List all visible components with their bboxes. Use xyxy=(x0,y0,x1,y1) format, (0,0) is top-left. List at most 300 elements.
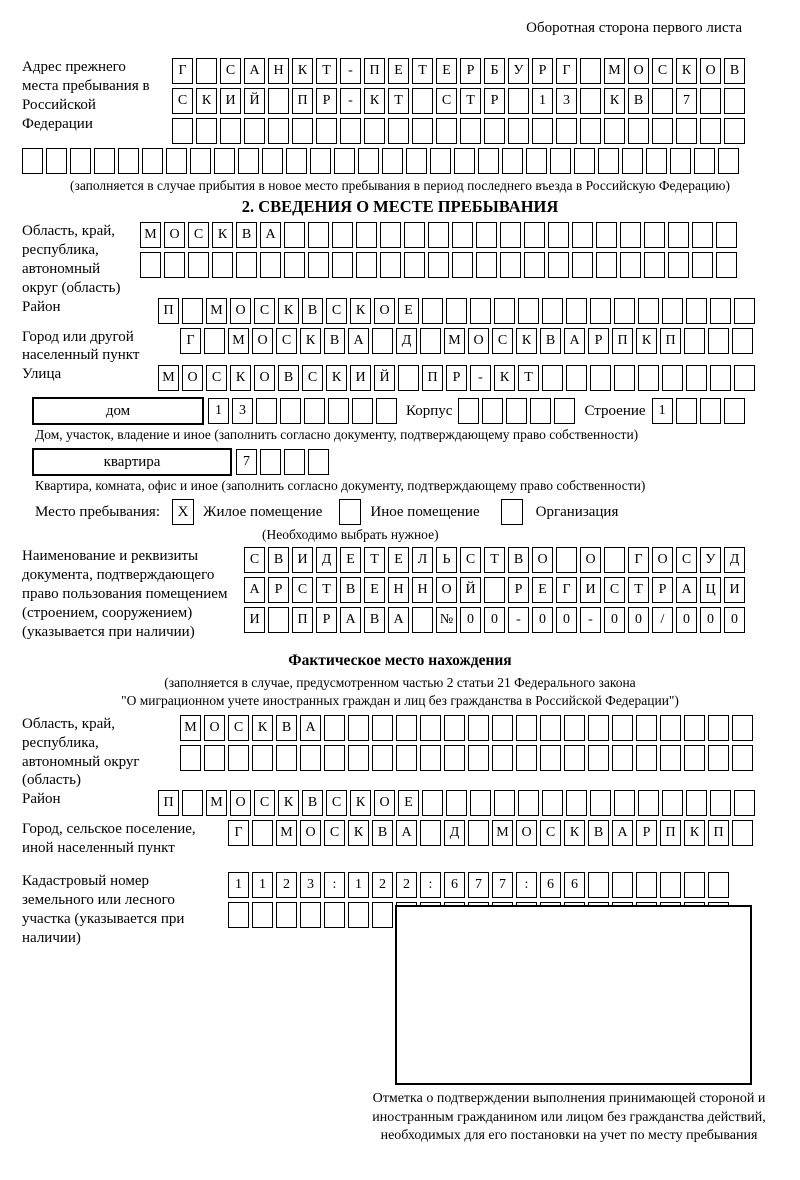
char-cell[interactable] xyxy=(372,328,393,354)
char-cell[interactable] xyxy=(638,790,659,816)
char-cell[interactable]: М xyxy=(228,328,249,354)
char-cell[interactable]: А xyxy=(564,328,585,354)
char-cell[interactable] xyxy=(430,148,451,174)
char-cell[interactable]: : xyxy=(516,872,537,898)
char-cell[interactable]: И xyxy=(292,547,313,573)
char-cell[interactable]: В xyxy=(302,298,323,324)
char-cell[interactable] xyxy=(308,449,329,475)
char-cell[interactable]: 0 xyxy=(460,607,481,633)
char-cell[interactable] xyxy=(372,745,393,771)
char-cell[interactable]: В xyxy=(278,365,299,391)
char-cell[interactable]: О xyxy=(164,222,185,248)
char-cell[interactable] xyxy=(268,118,289,144)
char-cell[interactable]: 0 xyxy=(484,607,505,633)
char-cell[interactable]: - xyxy=(340,88,361,114)
char-cell[interactable] xyxy=(708,328,729,354)
char-cell[interactable] xyxy=(484,118,505,144)
char-cell[interactable]: Г xyxy=(556,58,577,84)
char-cell[interactable] xyxy=(628,118,649,144)
char-cell[interactable] xyxy=(188,252,209,278)
char-cell[interactable]: М xyxy=(444,328,465,354)
char-cell[interactable] xyxy=(612,745,633,771)
char-cell[interactable] xyxy=(530,398,551,424)
char-cell[interactable] xyxy=(446,790,467,816)
char-cell[interactable]: П xyxy=(612,328,633,354)
char-cell[interactable] xyxy=(494,790,515,816)
char-cell[interactable]: Т xyxy=(316,577,337,603)
char-cell[interactable] xyxy=(548,222,569,248)
char-cell[interactable] xyxy=(524,252,545,278)
char-cell[interactable] xyxy=(300,902,321,928)
char-cell[interactable] xyxy=(422,298,443,324)
char-cell[interactable]: - xyxy=(340,58,361,84)
char-cell[interactable]: В xyxy=(340,577,361,603)
char-cell[interactable] xyxy=(518,298,539,324)
char-cell[interactable] xyxy=(182,298,203,324)
char-cell[interactable] xyxy=(502,148,523,174)
char-cell[interactable]: Д xyxy=(444,820,465,846)
char-cell[interactable]: Р xyxy=(508,577,529,603)
char-cell[interactable]: Ь xyxy=(436,547,457,573)
char-cell[interactable] xyxy=(636,745,657,771)
char-cell[interactable]: : xyxy=(324,872,345,898)
char-cell[interactable] xyxy=(708,745,729,771)
char-cell[interactable]: О xyxy=(700,58,721,84)
char-cell[interactable]: О xyxy=(374,298,395,324)
char-cell[interactable] xyxy=(710,790,731,816)
char-cell[interactable]: И xyxy=(724,577,745,603)
char-cell[interactable]: М xyxy=(140,222,161,248)
char-cell[interactable] xyxy=(476,252,497,278)
char-cell[interactable]: А xyxy=(244,577,265,603)
char-cell[interactable] xyxy=(268,88,289,114)
char-cell[interactable] xyxy=(566,790,587,816)
char-cell[interactable]: К xyxy=(348,820,369,846)
char-cell[interactable] xyxy=(580,88,601,114)
char-cell[interactable]: 1 xyxy=(208,398,229,424)
char-cell[interactable]: О xyxy=(580,547,601,573)
char-cell[interactable]: С xyxy=(254,298,275,324)
char-cell[interactable]: : xyxy=(420,872,441,898)
char-cell[interactable] xyxy=(324,715,345,741)
char-cell[interactable] xyxy=(564,715,585,741)
char-cell[interactable] xyxy=(482,398,503,424)
char-cell[interactable] xyxy=(644,222,665,248)
char-cell[interactable] xyxy=(734,298,755,324)
char-cell[interactable]: К xyxy=(230,365,251,391)
char-cell[interactable]: В xyxy=(302,790,323,816)
char-cell[interactable]: А xyxy=(388,607,409,633)
char-cell[interactable] xyxy=(180,745,201,771)
char-cell[interactable]: В xyxy=(268,547,289,573)
char-cell[interactable] xyxy=(372,715,393,741)
char-cell[interactable] xyxy=(588,872,609,898)
char-cell[interactable] xyxy=(228,902,249,928)
char-cell[interactable] xyxy=(494,298,515,324)
char-cell[interactable]: 0 xyxy=(700,607,721,633)
char-cell[interactable]: И xyxy=(580,577,601,603)
char-cell[interactable]: П xyxy=(158,298,179,324)
char-cell[interactable] xyxy=(662,365,683,391)
char-cell[interactable] xyxy=(734,790,755,816)
char-cell[interactable] xyxy=(508,118,529,144)
residence-checkbox-org[interactable] xyxy=(501,499,523,525)
char-cell[interactable] xyxy=(716,252,737,278)
char-cell[interactable] xyxy=(252,820,273,846)
char-cell[interactable]: 1 xyxy=(228,872,249,898)
char-cell[interactable] xyxy=(404,252,425,278)
char-cell[interactable]: С xyxy=(540,820,561,846)
char-cell[interactable]: А xyxy=(244,58,265,84)
char-cell[interactable]: 0 xyxy=(532,607,553,633)
char-cell[interactable] xyxy=(524,222,545,248)
char-cell[interactable] xyxy=(468,745,489,771)
char-cell[interactable]: Н xyxy=(412,577,433,603)
char-cell[interactable]: Р xyxy=(446,365,467,391)
char-cell[interactable]: П xyxy=(292,607,313,633)
char-cell[interactable] xyxy=(412,88,433,114)
char-cell[interactable] xyxy=(196,58,217,84)
char-cell[interactable] xyxy=(396,715,417,741)
char-cell[interactable] xyxy=(732,715,753,741)
char-cell[interactable] xyxy=(506,398,527,424)
char-cell[interactable]: 1 xyxy=(652,398,673,424)
char-cell[interactable] xyxy=(622,148,643,174)
char-cell[interactable] xyxy=(422,790,443,816)
char-cell[interactable]: Г xyxy=(180,328,201,354)
char-cell[interactable] xyxy=(598,148,619,174)
char-cell[interactable]: 7 xyxy=(468,872,489,898)
char-cell[interactable]: О xyxy=(468,328,489,354)
char-cell[interactable]: 3 xyxy=(300,872,321,898)
char-cell[interactable]: С xyxy=(460,547,481,573)
char-cell[interactable]: Т xyxy=(628,577,649,603)
char-cell[interactable]: 7 xyxy=(492,872,513,898)
char-cell[interactable] xyxy=(388,118,409,144)
char-cell[interactable] xyxy=(372,902,393,928)
char-cell[interactable] xyxy=(540,715,561,741)
char-cell[interactable] xyxy=(478,148,499,174)
char-cell[interactable] xyxy=(516,745,537,771)
char-cell[interactable] xyxy=(710,298,731,324)
char-cell[interactable] xyxy=(686,298,707,324)
char-cell[interactable] xyxy=(492,745,513,771)
char-cell[interactable] xyxy=(334,148,355,174)
char-cell[interactable]: О xyxy=(252,328,273,354)
char-cell[interactable] xyxy=(564,745,585,771)
char-cell[interactable]: С xyxy=(604,577,625,603)
char-cell[interactable] xyxy=(612,872,633,898)
char-cell[interactable] xyxy=(284,449,305,475)
char-cell[interactable] xyxy=(700,398,721,424)
char-cell[interactable]: М xyxy=(206,298,227,324)
char-cell[interactable]: Е xyxy=(398,298,419,324)
char-cell[interactable]: М xyxy=(604,58,625,84)
char-cell[interactable] xyxy=(676,398,697,424)
char-cell[interactable] xyxy=(574,148,595,174)
char-cell[interactable] xyxy=(572,252,593,278)
char-cell[interactable]: М xyxy=(492,820,513,846)
char-cell[interactable] xyxy=(406,148,427,174)
char-cell[interactable] xyxy=(470,298,491,324)
char-cell[interactable]: Р xyxy=(636,820,657,846)
char-cell[interactable] xyxy=(620,252,641,278)
char-cell[interactable]: 6 xyxy=(540,872,561,898)
char-cell[interactable]: С xyxy=(676,547,697,573)
char-cell[interactable]: 3 xyxy=(232,398,253,424)
char-cell[interactable]: Л xyxy=(412,547,433,573)
char-cell[interactable] xyxy=(614,365,635,391)
char-cell[interactable]: 3 xyxy=(556,88,577,114)
char-cell[interactable]: Р xyxy=(268,577,289,603)
char-cell[interactable]: С xyxy=(188,222,209,248)
char-cell[interactable] xyxy=(566,365,587,391)
char-cell[interactable]: К xyxy=(292,58,313,84)
char-cell[interactable] xyxy=(304,398,325,424)
char-cell[interactable]: О xyxy=(436,577,457,603)
char-cell[interactable] xyxy=(348,902,369,928)
char-cell[interactable]: Д xyxy=(396,328,417,354)
char-cell[interactable]: Р xyxy=(652,577,673,603)
char-cell[interactable]: П xyxy=(660,820,681,846)
char-cell[interactable]: И xyxy=(244,607,265,633)
char-cell[interactable] xyxy=(614,298,635,324)
char-cell[interactable]: Г xyxy=(556,577,577,603)
char-cell[interactable] xyxy=(638,365,659,391)
char-cell[interactable] xyxy=(332,252,353,278)
char-cell[interactable]: О xyxy=(230,790,251,816)
char-cell[interactable]: С xyxy=(326,298,347,324)
char-cell[interactable]: У xyxy=(508,58,529,84)
char-cell[interactable] xyxy=(22,148,43,174)
char-cell[interactable]: 1 xyxy=(348,872,369,898)
char-cell[interactable] xyxy=(252,745,273,771)
char-cell[interactable] xyxy=(380,222,401,248)
char-cell[interactable] xyxy=(204,328,225,354)
char-cell[interactable] xyxy=(718,148,739,174)
char-cell[interactable]: С xyxy=(436,88,457,114)
char-cell[interactable]: О xyxy=(532,547,553,573)
char-cell[interactable] xyxy=(276,745,297,771)
char-cell[interactable] xyxy=(276,902,297,928)
char-cell[interactable]: С xyxy=(302,365,323,391)
char-cell[interactable] xyxy=(244,118,265,144)
char-cell[interactable]: В xyxy=(724,58,745,84)
char-cell[interactable]: Б xyxy=(484,58,505,84)
char-cell[interactable] xyxy=(548,252,569,278)
char-cell[interactable] xyxy=(356,222,377,248)
char-cell[interactable] xyxy=(724,118,745,144)
char-cell[interactable] xyxy=(256,398,277,424)
char-cell[interactable] xyxy=(708,715,729,741)
char-cell[interactable]: Е xyxy=(532,577,553,603)
char-cell[interactable] xyxy=(596,222,617,248)
char-cell[interactable] xyxy=(454,148,475,174)
char-cell[interactable]: М xyxy=(276,820,297,846)
char-cell[interactable]: Г xyxy=(172,58,193,84)
char-cell[interactable]: Т xyxy=(412,58,433,84)
char-cell[interactable]: Е xyxy=(388,58,409,84)
char-cell[interactable] xyxy=(516,715,537,741)
char-cell[interactable] xyxy=(444,715,465,741)
char-cell[interactable] xyxy=(554,398,575,424)
char-cell[interactable]: Й xyxy=(374,365,395,391)
char-cell[interactable] xyxy=(590,790,611,816)
char-cell[interactable] xyxy=(172,118,193,144)
char-cell[interactable] xyxy=(580,58,601,84)
char-cell[interactable]: В xyxy=(236,222,257,248)
char-cell[interactable]: В xyxy=(588,820,609,846)
char-cell[interactable] xyxy=(182,790,203,816)
char-cell[interactable] xyxy=(436,118,457,144)
char-cell[interactable]: Р xyxy=(532,58,553,84)
char-cell[interactable] xyxy=(238,148,259,174)
char-cell[interactable] xyxy=(166,148,187,174)
char-cell[interactable]: О xyxy=(204,715,225,741)
char-cell[interactable]: - xyxy=(580,607,601,633)
char-cell[interactable] xyxy=(348,745,369,771)
char-cell[interactable] xyxy=(526,148,547,174)
char-cell[interactable]: К xyxy=(326,365,347,391)
char-cell[interactable]: С xyxy=(292,577,313,603)
char-cell[interactable]: Г xyxy=(628,547,649,573)
char-cell[interactable]: Р xyxy=(460,58,481,84)
char-cell[interactable]: 0 xyxy=(628,607,649,633)
char-cell[interactable]: К xyxy=(604,88,625,114)
char-cell[interactable] xyxy=(284,222,305,248)
char-cell[interactable] xyxy=(260,252,281,278)
char-cell[interactable]: П xyxy=(422,365,443,391)
char-cell[interactable] xyxy=(542,298,563,324)
char-cell[interactable]: Е xyxy=(340,547,361,573)
char-cell[interactable] xyxy=(500,252,521,278)
char-cell[interactable] xyxy=(652,118,673,144)
char-cell[interactable]: В xyxy=(324,328,345,354)
char-cell[interactable] xyxy=(142,148,163,174)
char-cell[interactable] xyxy=(572,222,593,248)
char-cell[interactable] xyxy=(364,118,385,144)
char-cell[interactable] xyxy=(470,790,491,816)
char-cell[interactable] xyxy=(260,449,281,475)
char-cell[interactable]: 0 xyxy=(604,607,625,633)
char-cell[interactable] xyxy=(300,745,321,771)
char-cell[interactable] xyxy=(286,148,307,174)
char-cell[interactable] xyxy=(212,252,233,278)
char-cell[interactable]: К xyxy=(252,715,273,741)
char-cell[interactable] xyxy=(140,252,161,278)
char-cell[interactable]: Р xyxy=(484,88,505,114)
char-cell[interactable] xyxy=(686,365,707,391)
char-cell[interactable]: А xyxy=(396,820,417,846)
char-cell[interactable] xyxy=(492,715,513,741)
char-cell[interactable] xyxy=(604,118,625,144)
char-cell[interactable]: Е xyxy=(398,790,419,816)
char-cell[interactable]: С xyxy=(244,547,265,573)
char-cell[interactable] xyxy=(280,398,301,424)
char-cell[interactable] xyxy=(458,398,479,424)
char-cell[interactable] xyxy=(204,745,225,771)
char-cell[interactable] xyxy=(660,872,681,898)
char-cell[interactable] xyxy=(636,872,657,898)
char-cell[interactable] xyxy=(358,148,379,174)
char-cell[interactable]: 6 xyxy=(564,872,585,898)
char-cell[interactable]: М xyxy=(206,790,227,816)
char-cell[interactable]: Р xyxy=(588,328,609,354)
char-cell[interactable] xyxy=(228,745,249,771)
char-cell[interactable] xyxy=(196,118,217,144)
char-cell[interactable]: Й xyxy=(460,577,481,603)
char-cell[interactable] xyxy=(668,222,689,248)
char-cell[interactable] xyxy=(732,328,753,354)
char-cell[interactable] xyxy=(620,222,641,248)
char-cell[interactable] xyxy=(716,222,737,248)
char-cell[interactable] xyxy=(694,148,715,174)
char-cell[interactable] xyxy=(636,715,657,741)
char-cell[interactable] xyxy=(444,745,465,771)
char-cell[interactable]: О xyxy=(182,365,203,391)
char-cell[interactable]: К xyxy=(278,298,299,324)
char-cell[interactable]: К xyxy=(350,790,371,816)
char-cell[interactable]: А xyxy=(300,715,321,741)
char-cell[interactable]: П xyxy=(660,328,681,354)
char-cell[interactable]: К xyxy=(350,298,371,324)
char-cell[interactable]: Т xyxy=(484,547,505,573)
char-cell[interactable] xyxy=(542,790,563,816)
char-cell[interactable]: С xyxy=(172,88,193,114)
char-cell[interactable] xyxy=(596,252,617,278)
char-cell[interactable] xyxy=(284,252,305,278)
char-cell[interactable] xyxy=(500,222,521,248)
char-cell[interactable] xyxy=(604,547,625,573)
char-cell[interactable] xyxy=(468,715,489,741)
char-cell[interactable] xyxy=(268,607,289,633)
char-cell[interactable] xyxy=(236,252,257,278)
char-cell[interactable] xyxy=(476,222,497,248)
char-cell[interactable] xyxy=(310,148,331,174)
char-cell[interactable] xyxy=(732,820,753,846)
char-cell[interactable] xyxy=(614,790,635,816)
char-cell[interactable] xyxy=(708,872,729,898)
char-cell[interactable] xyxy=(710,365,731,391)
char-cell[interactable]: К xyxy=(364,88,385,114)
char-cell[interactable]: У xyxy=(700,547,721,573)
char-cell[interactable] xyxy=(660,715,681,741)
char-cell[interactable]: Т xyxy=(518,365,539,391)
char-cell[interactable]: А xyxy=(612,820,633,846)
char-cell[interactable] xyxy=(380,252,401,278)
char-cell[interactable]: М xyxy=(158,365,179,391)
char-cell[interactable] xyxy=(404,222,425,248)
char-cell[interactable] xyxy=(308,252,329,278)
char-cell[interactable]: К xyxy=(564,820,585,846)
residence-checkbox-inoe[interactable] xyxy=(339,499,361,525)
char-cell[interactable] xyxy=(590,365,611,391)
char-cell[interactable] xyxy=(468,820,489,846)
char-cell[interactable] xyxy=(420,745,441,771)
char-cell[interactable]: А xyxy=(340,607,361,633)
char-cell[interactable] xyxy=(684,745,705,771)
char-cell[interactable] xyxy=(566,298,587,324)
char-cell[interactable] xyxy=(644,252,665,278)
char-cell[interactable]: В xyxy=(628,88,649,114)
char-cell[interactable]: О xyxy=(516,820,537,846)
char-cell[interactable]: И xyxy=(220,88,241,114)
char-cell[interactable] xyxy=(396,745,417,771)
char-cell[interactable] xyxy=(376,398,397,424)
char-cell[interactable] xyxy=(532,118,553,144)
char-cell[interactable]: И xyxy=(350,365,371,391)
char-cell[interactable] xyxy=(316,118,337,144)
